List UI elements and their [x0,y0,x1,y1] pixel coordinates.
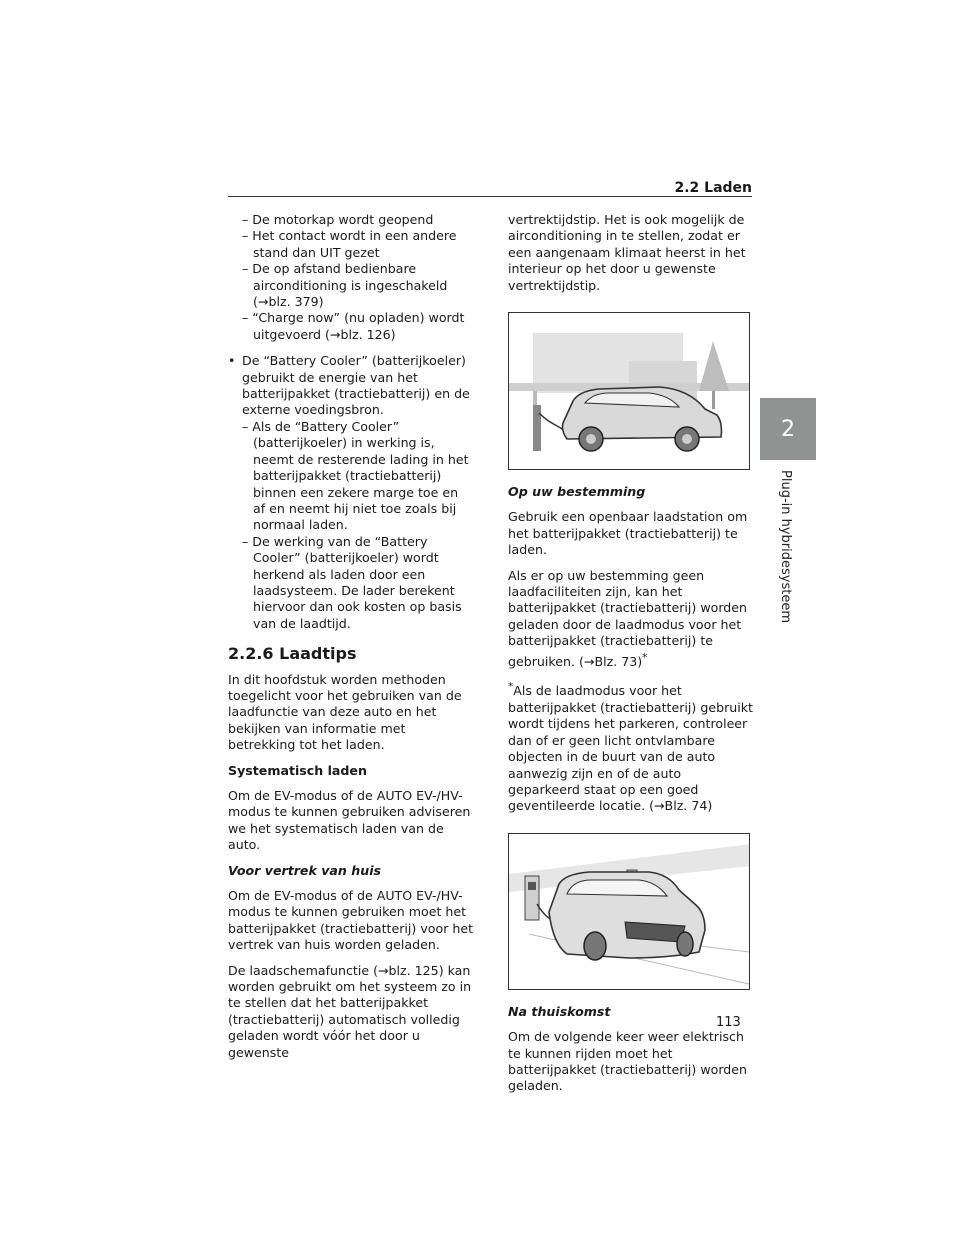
section-header: 2.2 Laden [674,180,752,196]
chapter-tab[interactable]: 2 [760,398,816,460]
list-item: – “Charge now” (nu opladen) wordt uitgevoerd (→blz. 126) [242,310,465,342]
left-column [228,212,474,1061]
right-column [508,212,754,1095]
footnote-ref: * [642,651,648,664]
subheading: Na thuiskomst [508,1003,611,1019]
footnote-mark: * [508,681,514,694]
paragraph: Om de volgende keer weer elektrisch te kunnen rijden moet het batterijpakket (tractiebatterij) worden geladen. [508,1029,748,1094]
list-item: – De motorkap wordt geopend [242,212,434,227]
bullet-item: • De “Battery Cooler” (batterijkoeler) gebruikt de energie van het batterijpakket (tractiebatterij) en de externe voedingsbron. [228,353,474,419]
list-item: – Als de “Battery Cooler” (batterijkoeler) in werking is, neemt de resterende lading in het batterijpakket (tractiebatterij) binnen een zekere marge toe en af en neemt hij niet toe zoals bij normaal laden. [242,418,469,533]
footnote-text: Als de laadmodus voor het batterijpakket (tractiebatterij) gebruikt wordt tijdens het parkeren, controleer dan of er geen licht ontvlambare objecten in de buurt van de auto aanwezig zijn en of de auto geparkeerd staat op een goed geventileerde locatie. (→Blz. 74) [508,683,753,814]
footnote [508,679,754,814]
subheading: Voor vertrek van huis [228,862,382,878]
paragraph [508,568,754,671]
subheading: Op uw bestemming [508,484,646,500]
paragraph: Om de EV-modus of de AUTO EV-/HV-modus te kunnen gebruiken adviseren we het systematisch laden van de auto. [228,788,471,853]
header-rule [228,196,752,197]
paragraph: De laadschemafunctie (→blz. 125) kan worden gebruikt om het systeem zo in te stellen dat het batterijpakket (tractiebatterij) automatisch volledig geladen wordt vóór het door u gewenste [228,962,472,1060]
paragraph: In dit hoofdstuk worden methoden toegelicht voor het gebruiken van de laadfunctie van deze auto en het bekijken van informatie met betrekking tot het laden. [228,671,462,753]
section-heading: 2.2.6 Laadtips [228,644,357,664]
page-number: 113 [716,1015,741,1030]
paragraph: Om de EV-modus of de AUTO EV-/HV-modus te kunnen gebruiken moet het batterijpakket (tractiebatterij) voor het vertrek van huis worden geladen. [228,888,474,953]
home-charging-illustration [508,833,750,990]
charging-station-illustration [508,312,750,470]
list-item: – Het contact wordt in een andere stand dan UIT gezet [242,228,457,260]
paragraph: vertrektijdstip. Het is ook mogelijk de airconditioning in te stellen, zodat er een aangenaam klimaat heerst in het interieur op het door u gewenste vertrektijdstip. [508,212,746,293]
paragraph-text: Als er op uw bestemming geen laadfaciliteiten zijn, kan het batterijpakket (tractiebatterij) worden geladen door de laadmodus voor het batterijpakket (tractiebatterij) te gebruiken. (→Blz. 73) [508,567,748,669]
list-item: – De op afstand bedienbare airconditioning is ingeschakeld (→blz. 379) [242,261,448,310]
chapter-label: Plug-in hybridesysteem [778,470,793,624]
paragraph: Gebruik een openbaar laadstation om het batterijpakket (tractiebatterij) te laden. [508,509,748,558]
subheading: Systematisch laden [228,762,367,778]
list-item: – De werking van de “Battery Cooler” (batterijkoeler) wordt herkend als laden door een laadsysteem. De lader berekent hiervoor dan ook kosten op basis van de laadtijd. [242,533,462,631]
